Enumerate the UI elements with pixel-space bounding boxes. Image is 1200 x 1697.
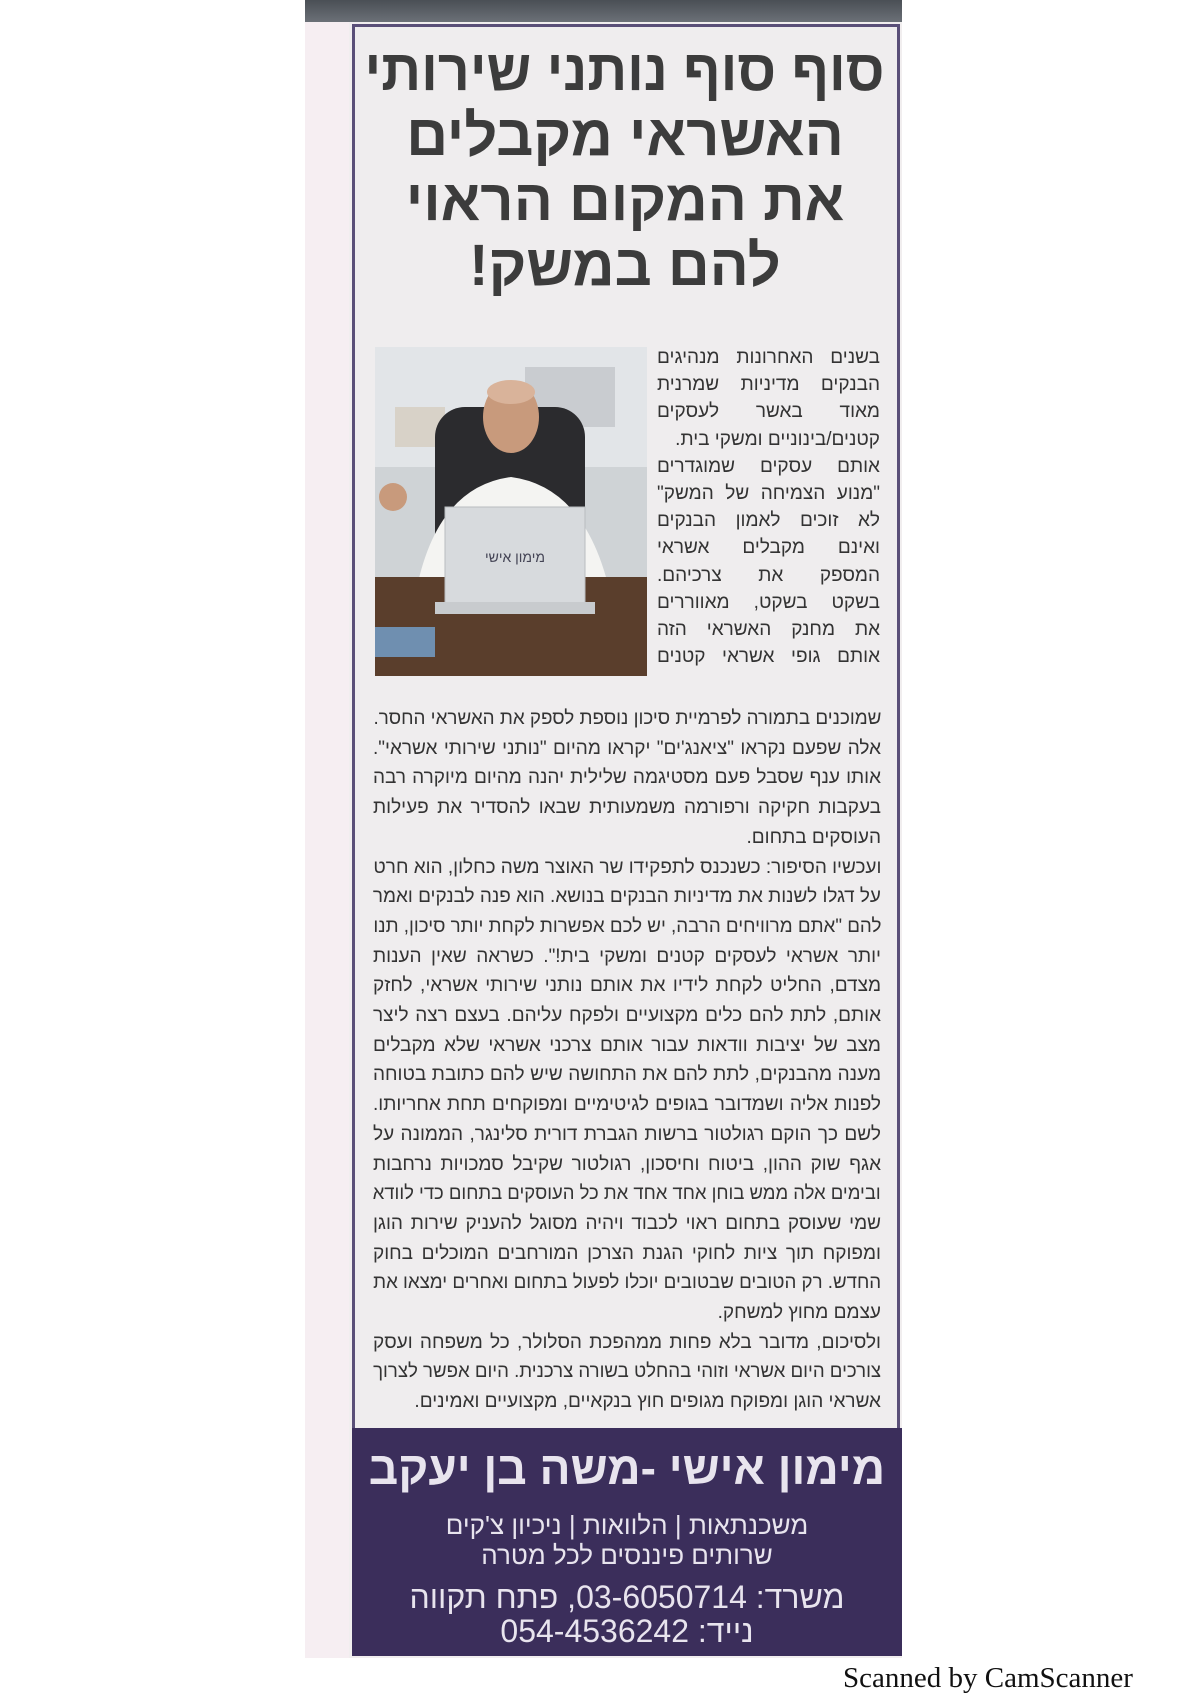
line-text: לשם כך הוקם רגולטור ברשות הגברת דורית סלינגר, הממונה על <box>373 1123 881 1145</box>
line-text: משרד: 03-6050714, פתח תקווה <box>409 1580 845 1614</box>
text-line <box>373 793 881 823</box>
line-text: ולסיכום, מדובר בלא פחות ממהפכת הסלולר, כל משפחה ועסק <box>373 1331 881 1353</box>
line-text: "מנוע הצמיחה של המשק" <box>657 483 880 505</box>
text-line <box>373 1150 881 1180</box>
line-text: מימון אישי -משה בן יעקב <box>368 1442 886 1494</box>
text-line <box>373 1179 881 1209</box>
line-text: את המקום הראוי <box>405 168 845 233</box>
text-line <box>657 480 880 507</box>
line-text: קטנים/בינוניים ומשקי בית. <box>675 428 880 450</box>
text-line <box>373 1209 881 1239</box>
line-text: מצב של יציבות וודאות עבור אותם צרכני אשראי שלא מקבלים <box>373 1034 881 1056</box>
text-line <box>657 534 880 561</box>
text-line <box>373 1328 881 1358</box>
line-text: משכנתאות | הלוואות | ניכיון צ'קים <box>445 1510 809 1540</box>
article-body <box>373 704 881 1417</box>
line-text: יותר אשראי לעסקים קטנים ומשקי בית!". כשראה שאין הענות <box>373 945 881 967</box>
line-text: על דגלו לשנות את מדיניות הבנקים בנושא. הוא פנה לבנקים ואמר <box>373 886 881 908</box>
line-text: בשקט בשקט, מאווררים <box>657 591 880 613</box>
top-edge-strip <box>305 0 902 22</box>
advertiser-tagline <box>352 1540 902 1570</box>
text-line <box>657 344 880 371</box>
line-text: בשנים האחרונות מנהיגים <box>657 347 880 368</box>
newspaper-clipping <box>305 0 902 1658</box>
laptop-logo-text: מימון אישי <box>484 549 546 565</box>
text-line <box>657 453 880 480</box>
article-headline <box>365 38 885 298</box>
line-text: את מחנק האשראי הזה <box>657 619 880 641</box>
line-text: צורכים היום אשראי וזוהי בהחלט בשורה צרכנית. היום אפשר לצרוך <box>373 1361 881 1383</box>
headline-line <box>365 103 885 168</box>
text-line <box>373 971 881 1001</box>
text-line <box>657 616 880 643</box>
line-text: שמי שעוסק בתחום ראוי לכבוד ויהיה מסוגל להעניק שירות הוגן <box>373 1212 881 1234</box>
text-line <box>373 1001 881 1031</box>
line-text: אותם, לתת להם כלים מקצועיים ולפקח עליהם. בעצם רצה ליצר <box>373 1005 881 1027</box>
article-intro-column <box>657 344 880 670</box>
line-text: ואינם מקבלים אשראי <box>657 537 880 559</box>
text-line <box>373 942 881 972</box>
clipping-margin <box>305 22 349 1658</box>
text-line <box>657 371 880 398</box>
text-line <box>657 643 880 670</box>
line-text: אשראי הוגן ומפוקח מגופים חוץ בנקאיים, מקצועיים ואמינים. <box>414 1391 881 1413</box>
line-text: אותו ענף שסבל פעם מסטיגמה שלילית יהנה מהיום מיוקרה רבה <box>373 767 881 789</box>
line-text: אותם עסקים שמוגדרים <box>657 455 880 477</box>
text-line <box>657 426 880 453</box>
line-text: ומפוקח תוך ציות לחוקי הגנת הצרכן המורחבים המוכלים בחוק <box>373 1242 881 1264</box>
line-text: להם "אתם מרוויחים הרבה, יש לכם אפשרות לקחת יותר סיכון, תנו <box>373 915 881 937</box>
mobile-phone <box>352 1614 902 1648</box>
text-line <box>373 912 881 942</box>
line-text: מאוד באשר לעסקים <box>657 401 880 423</box>
line-text: החדש. רק הטובים שבטובים יוכלו לפעול בתחום ואחרים ימצאו את <box>373 1272 881 1294</box>
line-text: עצמם מחוץ למשחק. <box>717 1302 881 1324</box>
headline-line <box>365 168 885 233</box>
line-text: הבנקים מדיניות שמרנית <box>657 374 880 396</box>
text-line <box>373 1090 881 1120</box>
line-text: לא זוכים לאמון הבנקים <box>657 510 880 532</box>
line-text: האשראי מקבלים <box>406 103 844 168</box>
text-line <box>373 1239 881 1269</box>
text-line <box>373 1298 881 1328</box>
office-phone <box>352 1580 902 1614</box>
line-text: אותם גופי אשראי קטנים <box>657 646 880 668</box>
headline-line <box>365 38 885 103</box>
text-line <box>373 1387 881 1417</box>
line-text: אלה שפעם נקראו "ציאנג'ים" יקראו מהיום "נותני שירותי אשראי". <box>373 737 881 759</box>
text-line <box>373 1120 881 1150</box>
text-line <box>657 507 880 534</box>
line-text: מענה מהבנקים, לתת להם את התחושה שיש להם כתובת בטוחה <box>373 1064 881 1086</box>
line-text: שרותים פיננסים לכל מטרה <box>481 1540 773 1570</box>
text-line <box>373 823 881 853</box>
advertiser-services <box>352 1510 902 1540</box>
text-line <box>657 562 880 589</box>
man-at-laptop-image <box>375 347 647 676</box>
line-text: נייד: 054-4536242 <box>500 1614 754 1648</box>
text-line <box>373 853 881 883</box>
line-text: לפנות אליה ושמדובר בגופים לגיטימיים ומפוקחים תחת אחריותו. <box>373 1094 881 1116</box>
line-text: אגף שוק ההון, ביטוח וחיסכון, רגולטור שקיבל סמכויות נרחבות <box>373 1153 881 1175</box>
text-line <box>373 882 881 912</box>
line-text: סוף סוף נותני שירותי <box>365 38 885 103</box>
text-line <box>657 589 880 616</box>
text-line <box>373 1060 881 1090</box>
article-photo <box>375 347 647 676</box>
text-line <box>373 763 881 793</box>
text-line <box>373 1357 881 1387</box>
camscanner-watermark: Scanned by CamScanner <box>843 1662 1133 1694</box>
line-text: המספק את צרכיהם. <box>657 564 880 586</box>
line-text: ובימים אלה ממש בוחן אחד אחד את כל העוסקים בתחום כדי לוודא <box>373 1183 881 1205</box>
headline-line <box>365 233 885 298</box>
text-line <box>373 734 881 764</box>
text-line <box>373 704 881 734</box>
text-line <box>657 398 880 425</box>
text-line <box>373 1268 881 1298</box>
line-text: ועכשיו הסיפור: כשנכנס לתפקידו שר האוצר משה כחלון, הוא חרט <box>373 856 881 878</box>
line-text: להם במשק! <box>469 233 781 298</box>
line-text: שמוכנים בתמורה לפרמיית סיכון נוספת לספק את האשראי החסר. <box>373 708 881 729</box>
advertiser-footer <box>352 1428 902 1656</box>
line-text: בעקבות חקיקה ורפורמה משמעותית שבאו להסדיר את פעילות <box>373 797 881 819</box>
line-text: מצדם, החליט לקחת לידיו את אותם נותני שירותי אשראי, לחזק <box>373 975 881 997</box>
line-text: העוסקים בתחום. <box>746 826 881 848</box>
text-line <box>373 1031 881 1061</box>
advertiser-name <box>352 1440 902 1496</box>
